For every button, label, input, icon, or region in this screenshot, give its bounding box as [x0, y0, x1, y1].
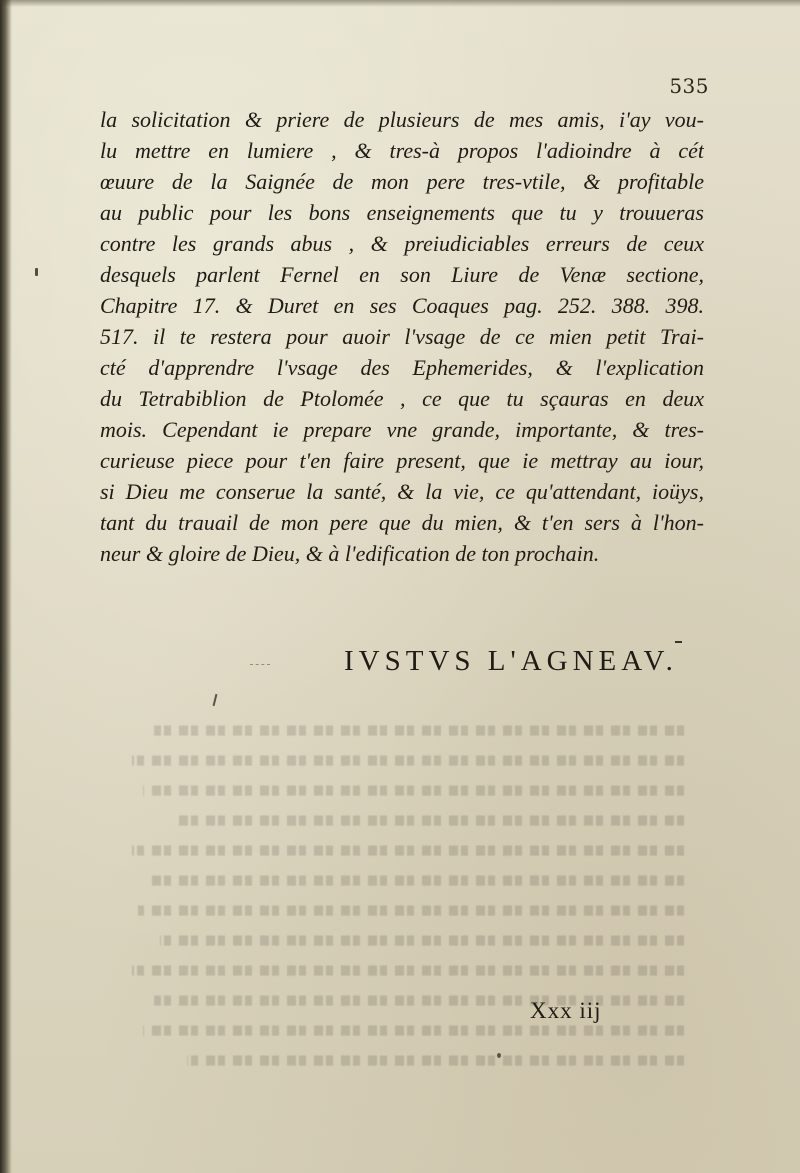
body-line: si Dieu me conserue la santé, & la vie, ce qu'attendant, ioüys, — [100, 479, 704, 504]
ink-mark — [213, 694, 218, 706]
body-line: 517. il te restera pour auoir l'vsage de ce mien petit Trai- — [100, 324, 704, 349]
body-line: contre les grands abus , & preiudiciables erreurs de ceux — [100, 231, 704, 256]
signature-mark-footer: Xxx iij — [530, 998, 602, 1023]
page-top-shadow — [0, 0, 800, 7]
body-text — [100, 104, 704, 569]
body-line: au public pour les bons enseignements que tu y trouueras — [100, 200, 704, 225]
body-line: Chapitre 17. & Duret en ses Coaques pag. 252. 388. 398. — [100, 293, 704, 318]
body-line: tant du trauail de mon pere que du mien, & t'en sers à l'hon- — [100, 510, 704, 535]
signature-mark — [675, 641, 682, 643]
page-number: 535 — [669, 74, 709, 98]
page-binding-edge — [0, 0, 12, 1173]
body-line: du Tetrabiblion de Ptolomée , ce que tu sçauras en deux — [100, 386, 704, 411]
body-line: œuure de la Saignée de mon pere tres-vtile, & profitable — [100, 169, 704, 194]
body-line: la solicitation & priere de plusieurs de mes amis, i'ay vou- — [100, 107, 704, 132]
body-line: mois. Cependant ie prepare vne grande, importante, & tres- — [100, 417, 704, 442]
signature-dash — [250, 664, 270, 666]
body-line: lu mettre en lumiere , & tres-à propos l'adioindre à cét — [100, 138, 704, 163]
body-line-last: neur & gloire de Dieu, & à l'edification de ton prochain. — [100, 541, 600, 566]
body-line: cté d'apprendre l'vsage des Ephemerides, & l'explication — [100, 355, 704, 380]
author-signature: IVSTVS L'AGNEAV. — [344, 645, 678, 677]
ink-spot — [497, 1053, 501, 1058]
body-line: curieuse piece pour t'en faire present, que ie mettray au iour, — [100, 448, 704, 473]
body-line: desquels parlent Fernel en son Liure de Venæ sectione, — [100, 262, 704, 287]
margin-mark — [35, 268, 38, 276]
